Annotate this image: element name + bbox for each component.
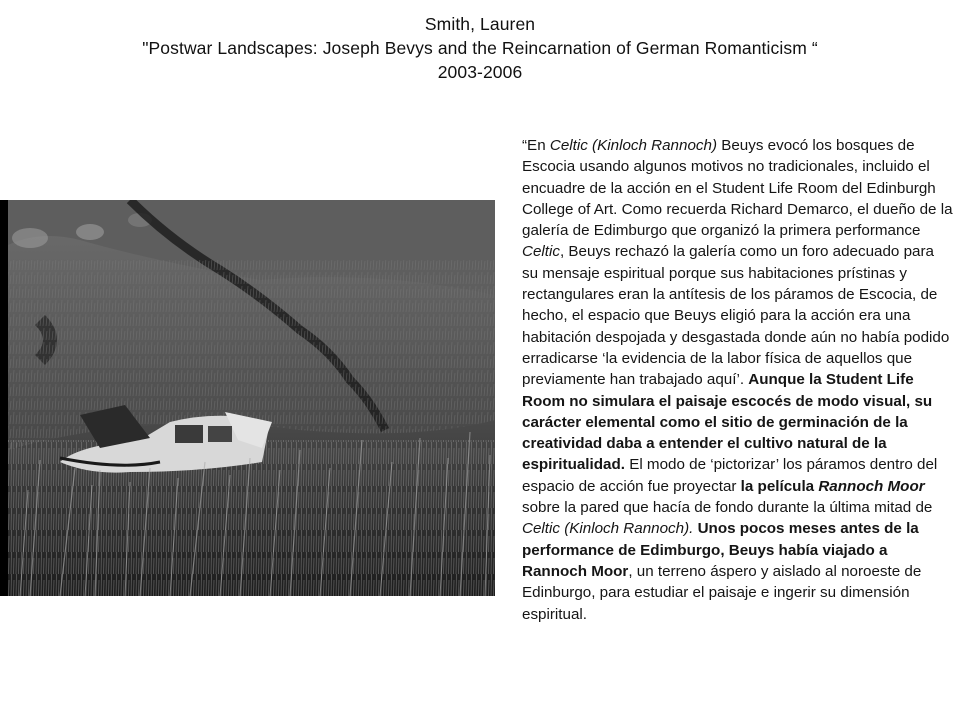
years-line: 2003-2006: [437, 62, 523, 82]
quote-segment: Celtic: [522, 243, 560, 261]
quote-segment: Celtic (Kinloch Rannoch).: [522, 520, 694, 538]
quote-segment: , un terreno áspero y aislado al noroeste de Edinburgo, para estudiar el paisaje e ingerir su dimensión espiritual.: [522, 562, 922, 623]
quote-segment: Beuys evocó los bosques de Escocia usando algunos motivos no tradicionales, incluido el encuadre de la acción en el Student Life Room del Edinburgh College of Art. Como recuerda Richard Demarco, el dueño de la galería de Edimburgo que organizó la primera performance: [522, 137, 953, 240]
quote-segment: El modo de ‘pictorizar’ los páramos dentro del espacio de acción fue proyectar: [522, 456, 938, 495]
quote-segment: Celtic (Kinloch Rannoch): [549, 137, 717, 154]
quote-segment: , Beuys rechazó la galería como un foro adecuado para su mensaje espiritual porque sus habitaciones prístinas y rectangulares eran la antítesis de los páramos de Escocia, de hecho, el espacio que Beuys eligió para la acción era una habitación despojada y desgastada donde aún no había podido erradicarse ‘la evidencia de la labor física de aquellos que previamente han trabajado aquí’.: [522, 243, 950, 389]
quote-segment: “En: [522, 137, 550, 154]
quote-segment: la película: [740, 477, 819, 495]
quote-segment: Aunque la Student Life Room no simulara el paisaje escocés de modo visual, su carácter elemental como el sitio de germinación de la creatividad daba a entender el cultivo natural de la espiritualidad.: [522, 371, 933, 474]
moor-car-image: [0, 200, 495, 596]
quote-segment: Rannoch Moor: [818, 477, 925, 495]
quote-paragraph: [522, 135, 954, 625]
title-line: "Postwar Landscapes: Joseph Bevys and the Reincarnation of German Romanticism “: [142, 38, 818, 58]
quote-segment: sobre la pared que hacía de fondo durante la última mitad de: [522, 499, 933, 517]
moor-photograph: [0, 200, 495, 596]
author-line: Smith, Lauren: [424, 14, 536, 34]
slide-header: [0, 12, 960, 84]
quote-segment: Unos pocos meses antes de la performance de Edimburgo, Beuys había viajado a Rannoch Moor: [522, 520, 919, 580]
